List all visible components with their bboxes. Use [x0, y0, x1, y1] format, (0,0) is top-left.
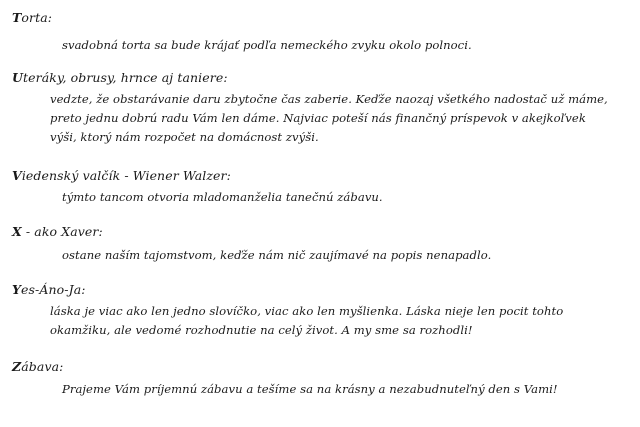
- body-line: výši, ktorý nám rozpočet na domácnost zvýši.: [50, 130, 319, 144]
- heading-initial: Y: [12, 282, 22, 297]
- body-line: Prajeme Vám príjemnú zábavu a tešíme sa na krásny a nezabudnuteľný den s Vami!: [62, 382, 558, 396]
- heading-initial: T: [12, 10, 22, 25]
- section-body: [62, 246, 634, 265]
- body-line: vedzte, že obstarávanie daru zbytočne čas zaberie. Keďže naozaj všetkého nadostač už máme,: [50, 92, 608, 106]
- section-body: [50, 90, 622, 147]
- heading-initial: Z: [12, 359, 22, 374]
- section-heading: [12, 359, 63, 375]
- heading-text: orta:: [21, 10, 53, 25]
- heading-initial: V: [12, 168, 22, 183]
- heading-text: - ako Xaver:: [21, 224, 103, 239]
- section-body: [62, 36, 634, 55]
- section-body: [50, 302, 622, 340]
- section-heading: [12, 10, 52, 26]
- section-heading: [12, 168, 231, 184]
- heading-text: iedenský valčík - Wiener Walzer:: [21, 168, 231, 183]
- section-heading: [12, 70, 228, 86]
- section-body: [62, 188, 634, 207]
- section-heading: [12, 224, 103, 240]
- heading-text: ábava:: [21, 359, 64, 374]
- heading-initial: U: [12, 70, 24, 85]
- heading-initial: X: [12, 224, 22, 239]
- section-heading: [12, 282, 86, 298]
- heading-text: es-Áno-Ja:: [21, 282, 86, 297]
- body-line: ostane naším tajomstvom, keďže nám nič zaujímavé na popis nenapadlo.: [62, 248, 492, 262]
- body-line: preto jednu dobrú radu Vám len dáme. Najviac poteší nás finančný príspevok v akejkoľvek: [50, 111, 586, 125]
- body-line: láska je viac ako len jedno slovíčko, viac ako len myšlienka. Láska nieje len pocit tohto: [50, 304, 564, 318]
- body-line: svadobná torta sa bude krájať podľa nemeckého zvyku okolo polnoci.: [62, 38, 472, 52]
- heading-text: teráky, obrusy, hrnce aj taniere:: [23, 70, 228, 85]
- body-line: týmto tancom otvoria mladomanželia tanečnú zábavu.: [62, 190, 383, 204]
- body-line: okamžiku, ale vedomé rozhodnutie na celý život. A my sme sa rozhodli!: [50, 323, 473, 337]
- section-body: [62, 380, 634, 399]
